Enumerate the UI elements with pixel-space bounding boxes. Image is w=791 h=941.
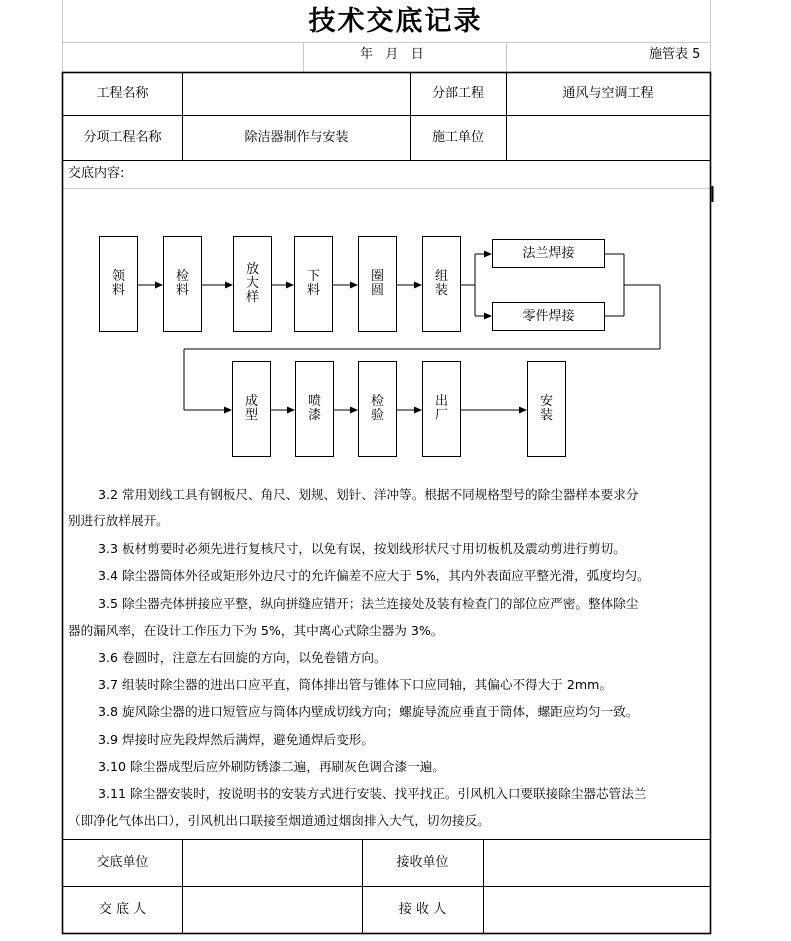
form-number: 施管表 5 — [649, 47, 701, 62]
project-name-label: 工程名称 — [96, 86, 149, 101]
flow-step-collect: 领料 — [99, 236, 138, 332]
flow-step-ship: 出厂 — [422, 361, 461, 457]
paragraph-3-11-line-1: 3.11 除尘器安装时，按说明书的安装方式进行安装、找平找正。引风机入口要联接除尘器芯管法兰 — [98, 786, 647, 801]
flow-step-assemble: 组装 — [422, 236, 461, 332]
flow-step-form: 成型 — [232, 361, 271, 457]
flow-branch-flange-weld: 法兰焊接 — [492, 239, 605, 268]
briefer-label: 交 底 人 — [98, 902, 147, 917]
subitem-label: 分项工程名称 — [83, 130, 162, 145]
recipient-label: 接 收 人 — [398, 902, 447, 917]
flow-step-paint: 喷漆 — [295, 361, 334, 457]
division-value: 通风与空调工程 — [562, 86, 654, 101]
division-label: 分部工程 — [431, 86, 484, 101]
paragraph-3-7: 3.7 组装时除尘器的进出口应平直，筒体排出管与锥体下口应同轴，其偏心不得大于 2mm。 — [98, 677, 612, 692]
paragraph-3-10: 3.10 除尘器成型后应外刷防锈漆二遍，再刷灰色调合漆一遍。 — [98, 759, 445, 774]
paragraph-3-5-line-2: 器的漏风率，在设计工作压力下为 5%，其中离心式除尘器为 3%。 — [68, 623, 444, 638]
paragraph-3-4: 3.4 除尘器筒体外径或矩形外边尺寸的允许偏差不应大于 5%，其内外表面应平整光滑，弧度均匀。 — [98, 568, 650, 583]
contractor-label: 施工单位 — [431, 130, 484, 145]
paragraph-3-9: 3.9 焊接时应先段焊然后满焊，避免通焊后变形。 — [98, 732, 374, 747]
subitem-value: 除洁器制作与安装 — [244, 130, 349, 145]
paragraph-3-11-line-2: （即净化气体出口），引风机出口联接至烟道通过烟囱排入大气，切勿接反。 — [68, 813, 490, 828]
issuer-label: 交底单位 — [96, 855, 149, 870]
paragraph-3-5-line-1: 3.5 除尘器壳体拼接应平整，纵向拼缝应错开；法兰连接处及装有检查门的部位应严密。整体除尘 — [98, 596, 639, 611]
receiver-label: 接收单位 — [396, 855, 449, 870]
paragraph-3-3: 3.3 板材剪要时必须先进行复核尺寸，以免有误，按划线形状尺寸用切板机及震动剪进行剪切。 — [98, 541, 626, 556]
paragraph-3-2-line-2: 别进行放样展开。 — [68, 513, 169, 528]
flow-step-inspect: 检料 — [163, 236, 202, 332]
date-label: 年 月 日 — [360, 47, 424, 62]
paragraph-3-2-line-1: 3.2 常用划线工具有钢板尺、角尺、划规、划针、洋冲等。根据不同规格型号的除尘器样本要求分 — [98, 487, 639, 502]
content-label: 交底内容: — [68, 166, 125, 181]
flow-step-layout: 放大样 — [233, 236, 272, 332]
paragraph-3-8: 3.8 旋风除尘器的进口短管应与筒体内壁成切线方向；螺旋导流应垂直于筒体，螺距应均匀一致。 — [98, 704, 639, 719]
flow-step-cut: 下料 — [294, 236, 333, 332]
paragraph-3-6: 3.6 卷圆时，注意左右回旋的方向，以免卷错方向。 — [98, 650, 387, 665]
flow-step-check: 检验 — [358, 361, 397, 457]
page-title: 技术交底记录 — [308, 6, 483, 37]
flow-step-install: 安装 — [527, 361, 566, 457]
flow-branch-part-weld: 零件焊接 — [492, 302, 605, 331]
flow-step-roll: 圈圆 — [358, 236, 397, 332]
